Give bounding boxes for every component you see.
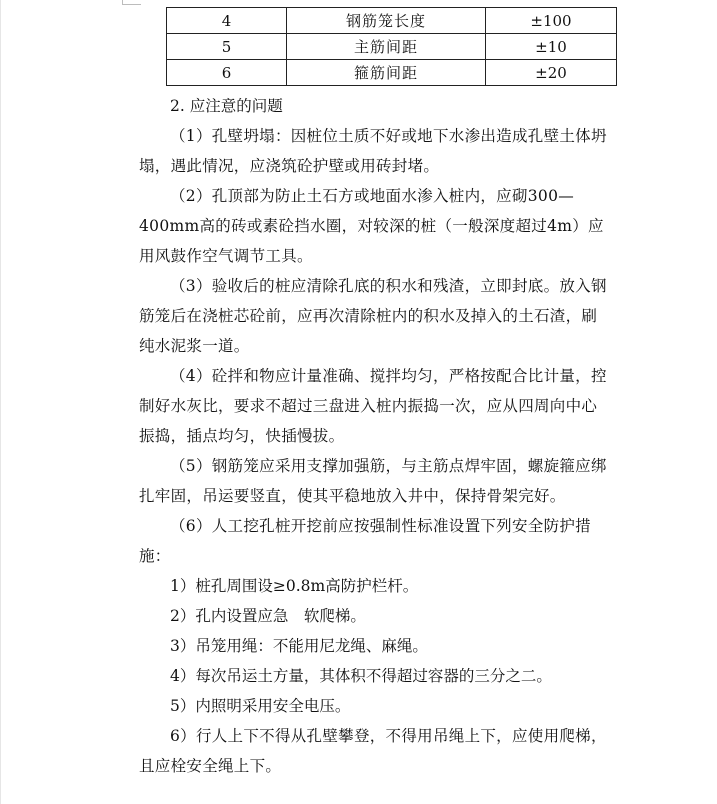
paragraph-1: （1）孔壁坍塌：因桩位土质不好或地下水渗出造成孔壁土体坍塌，遇此情况，应浇筑砼护壁或用砖封堵。 [139, 127, 607, 175]
page-corner-mark [122, 0, 141, 5]
row-number: 4 [167, 8, 287, 34]
paragraph-6: （6）人工挖孔桩开挖前应按强制性标准设置下列安全防护措施： [139, 517, 591, 565]
measure-item-4: 4）每次吊运土方量，其体积不得超过容器的三分之二。 [170, 667, 552, 685]
row-number: 5 [167, 34, 287, 60]
paragraph-3: （3）验收后的桩应清除孔底的积水和残渣，立即封底。放入钢筋笼后在浇桩芯砼前，应再次清除桩内的积水及掉入的土石渣，刷纯水泥浆一道。 [139, 277, 607, 355]
table-row [167, 8, 617, 34]
table-row [167, 60, 617, 86]
paragraph-4: （4）砼拌和物应计量准确、搅拌均匀，严格按配合比计量，控制好水灰比，要求不超过三盘进入桩内振捣一次，应从四周向中心振捣，插点均匀，快插慢拔。 [139, 367, 607, 445]
table-row [167, 34, 617, 60]
row-item: 箍筋间距 [287, 60, 486, 86]
paragraph-5: （5）钢筋笼应采用支撑加强筋，与主筋点焊牢固，螺旋箍应绑扎牢固，吊运要竖直，使其平稳地放入井中，保持骨架完好。 [139, 457, 607, 505]
paragraph-2: （2）孔顶部为防止土石方或地面水渗入桩内，应砌300—400mm高的砖或素砼挡水圈，对较深的桩（一般深度超过4m）应用风鼓作空气调节工具。 [139, 187, 604, 265]
measure-item-6: 6）行人上下不得从孔壁攀登，不得用吊绳上下，应使用爬梯，且应栓安全绳上下。 [139, 727, 607, 775]
measure-item-1: 1）桩孔周围设≥0.8m高防护栏杆。 [170, 577, 419, 595]
row-tolerance: ±10 [486, 34, 617, 60]
row-tolerance: ±100 [486, 8, 617, 34]
row-item: 钢筋笼长度 [287, 8, 486, 34]
row-number: 6 [167, 60, 287, 86]
row-tolerance: ±20 [486, 60, 617, 86]
measure-item-5: 5）内照明采用安全电压。 [170, 697, 351, 715]
document-body [139, 91, 611, 781]
row-item: 主筋间距 [287, 34, 486, 60]
measure-item-3: 3）吊笼用绳：不能用尼龙绳、麻绳。 [170, 637, 428, 655]
measure-item-2: 2）孔内设置应急 软爬梯。 [170, 607, 366, 625]
section-heading: 2. 应注意的问题 [170, 97, 283, 115]
tolerance-table [166, 7, 617, 86]
